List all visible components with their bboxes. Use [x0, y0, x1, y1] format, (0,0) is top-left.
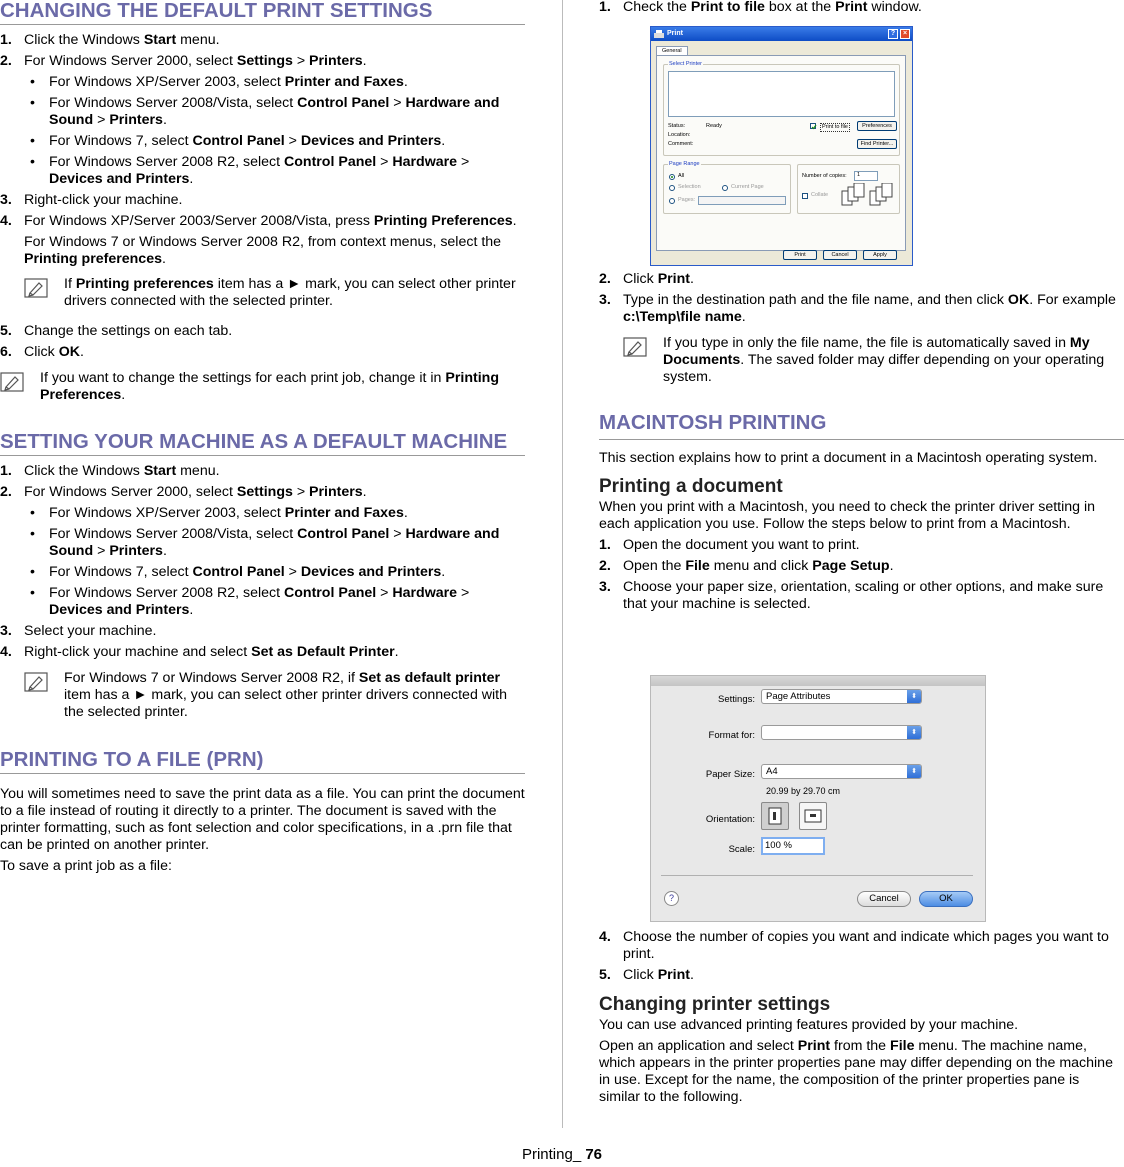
step: 6. Click OK.	[0, 344, 84, 360]
right-column-bottom	[599, 926, 1124, 1106]
step: 4. Choose the number of copies you want and indicate which pages you want to print.	[599, 929, 1109, 962]
find-printer-button[interactable]: Find Printer...	[857, 139, 897, 149]
cancel-button[interactable]: Cancel	[823, 250, 857, 260]
step: 3. Right-click your machine.	[0, 192, 183, 208]
page-footer: Printing_ 76	[521, 1146, 603, 1163]
step: 5. Change the settings on each tab.	[0, 323, 233, 339]
step: 4. Right-click your machine and select Set as Default Printer.	[0, 644, 399, 660]
apply-button[interactable]: Apply	[863, 250, 897, 260]
copies-input[interactable]: 1	[854, 171, 878, 181]
dialog-separator	[661, 875, 973, 876]
note-pencil-icon	[24, 672, 48, 692]
collate-pages-icon	[840, 183, 896, 209]
step: 4. For Windows XP/Server 2003/Server 2008/Vista, press Printing Preferences.	[0, 213, 517, 229]
section-title-print-to-file: PRINTING TO A FILE (PRN)	[0, 749, 525, 774]
bullet-item: • For Windows Server 2008/Vista, select Control Panel > Hardware and Sound > Printers.	[30, 526, 500, 559]
note: If Printing preferences item has a ► mark, you can select other printer drivers connected with the selected printer.	[0, 276, 525, 310]
dialog-title-bar: Print ? ×	[651, 27, 912, 41]
page-range-group: Page Range All Selection Current Page Pages:	[663, 164, 791, 214]
step: 3. Select your machine.	[0, 623, 157, 639]
step: 3. Type in the destination path and the file name, and then click OK. For example c:\Temp\file name.	[599, 292, 1116, 325]
paragraph: You can use advanced printing features provided by your machine.	[599, 1017, 1019, 1033]
step: 3. Choose your paper size, orientation, scaling or other options, and make sure that your machine is selected.	[599, 579, 1104, 612]
bullet-item: • For Windows Server 2008 R2, select Control Panel > Hardware > Devices and Printers.	[30, 585, 470, 618]
tab-general[interactable]: General	[656, 46, 688, 56]
popup-arrows-icon: ⬍	[907, 726, 921, 739]
portrait-icon	[768, 807, 782, 825]
scale-input[interactable]: 100 %	[761, 837, 825, 855]
note-pencil-icon	[0, 372, 24, 392]
pages-radio[interactable]	[669, 198, 675, 204]
close-icon[interactable]: ×	[900, 29, 910, 39]
format-for-popup[interactable]	[761, 725, 922, 740]
settings-popup[interactable]: Page Attributes ⬍	[761, 689, 922, 704]
collate-checkbox[interactable]	[802, 193, 808, 199]
landscape-orientation-button[interactable]	[799, 802, 827, 830]
paragraph: This section explains how to print a document in a Macintosh operating system.	[599, 450, 1098, 466]
select-printer-group: Select Printer Status: Ready Location: Comment: Print to file Preferences Find Printer...	[663, 64, 900, 156]
step: 1. Check the Print to file box at the Print window.	[599, 0, 922, 15]
paper-dimensions: 20.99 by 29.70 cm	[766, 786, 841, 796]
bullet-item: • For Windows Server 2008 R2, select Control Panel > Hardware > Devices and Printers.	[30, 154, 470, 187]
selection-radio[interactable]	[669, 185, 675, 191]
section-title-default-machine: SETTING YOUR MACHINE AS A DEFAULT MACHINE	[0, 431, 525, 456]
bullet-item: • For Windows 7, select Control Panel > Devices and Printers.	[30, 133, 446, 149]
copies-group: Number of copies: 1 Collate	[797, 164, 900, 214]
subheading-printing-document: Printing a document	[599, 476, 783, 497]
subheading-changing-printer-settings: Changing printer settings	[599, 994, 831, 1015]
step: 2. For Windows Server 2000, select Settings > Printers.	[0, 53, 367, 69]
bullet-item: • For Windows 7, select Control Panel > Devices and Printers.	[30, 564, 446, 580]
help-icon[interactable]: ?	[888, 29, 898, 39]
print-to-file-checkbox[interactable]	[810, 123, 816, 129]
right-column	[599, 0, 1124, 16]
dialog-panel	[656, 55, 906, 251]
bullet-item: • For Windows XP/Server 2003, select Printer and Faxes.	[30, 74, 408, 90]
popup-arrows-icon: ⬍	[907, 765, 921, 778]
bullet-item: • For Windows XP/Server 2003, select Printer and Faxes.	[30, 505, 408, 521]
windows-print-dialog	[650, 26, 913, 266]
step: 2. Open the File menu and click Page Setup.	[599, 558, 894, 574]
printer-icon	[654, 30, 664, 38]
step: 1. Click the Windows Start menu.	[0, 463, 220, 479]
step: 2. Click Print.	[599, 271, 694, 287]
note-pencil-icon	[623, 337, 647, 357]
step-continuation: For Windows 7 or Windows Server 2008 R2, from context menus, select the Printing preferences.	[24, 234, 502, 267]
ok-button[interactable]: OK	[919, 891, 973, 907]
popup-arrows-icon: ⬍	[907, 690, 921, 703]
printer-list[interactable]	[668, 71, 895, 117]
current-page-radio[interactable]	[722, 185, 728, 191]
landscape-icon	[804, 809, 822, 823]
cancel-button[interactable]: Cancel	[857, 891, 911, 907]
step: 5. Click Print.	[599, 967, 694, 983]
dialog-top-strip	[651, 676, 985, 686]
preferences-button[interactable]: Preferences	[857, 121, 897, 131]
note: If you want to change the settings for each print job, change it in Printing Preferences.	[0, 370, 525, 404]
step: 2. For Windows Server 2000, select Settings > Printers.	[0, 484, 367, 500]
note-pencil-icon	[24, 278, 48, 298]
help-button[interactable]: ?	[664, 891, 679, 906]
left-column	[0, 0, 525, 875]
print-button[interactable]: Print	[783, 250, 817, 260]
step: 1. Open the document you want to print.	[599, 537, 860, 553]
paper-size-popup[interactable]: A4 ⬍	[761, 764, 922, 779]
note: For Windows 7 or Windows Server 2008 R2, if Set as default printer item has a ► mark, you can select other printer drivers connected with the selected printer.	[0, 670, 525, 721]
paragraph: To save a print job as a file:	[0, 858, 172, 874]
all-radio[interactable]	[669, 174, 675, 180]
step: 1. Click the Windows Start menu.	[0, 32, 220, 48]
section-title-macintosh: MACINTOSH PRINTING	[599, 412, 1124, 440]
right-column-lower	[599, 271, 1124, 613]
mac-page-setup-dialog: Settings: Page Attributes ⬍ Format for: ⬍ Paper Size: A4 ⬍ 20.99 by 29.70 cm Orientation: Scale: 100 % ? Cancel OK	[650, 675, 986, 922]
paragraph: You will sometimes need to save the print data as a file. You can print the document to a file instead of routing it directly to a printer. The document is saved with the printer formatting, such as font selection and color specifications, in a .prn file that can be printed on another printer.	[0, 786, 525, 853]
note: If you type in only the file name, the file is automatically saved in My Documents. The saved folder may differ depending on your operating system.	[599, 335, 1124, 386]
bullet-item: • For Windows Server 2008/Vista, select Control Panel > Hardware and Sound > Printers.	[30, 95, 500, 128]
paragraph: Open an application and select Print from the File menu. The machine name, which appears in the printer properties pane may differ depending on the machine in use. Except for the name, the composition of the printer properties pane is similar to the following.	[599, 1038, 1113, 1105]
portrait-orientation-button[interactable]	[761, 802, 789, 830]
section-title-default-settings: CHANGING THE DEFAULT PRINT SETTINGS	[0, 0, 525, 25]
paragraph: When you print with a Macintosh, you need to check the printer driver setting in each application you use. Follow the steps below to print from a Macintosh.	[599, 499, 1096, 532]
pages-input[interactable]	[698, 196, 786, 205]
column-divider	[562, 0, 563, 1128]
